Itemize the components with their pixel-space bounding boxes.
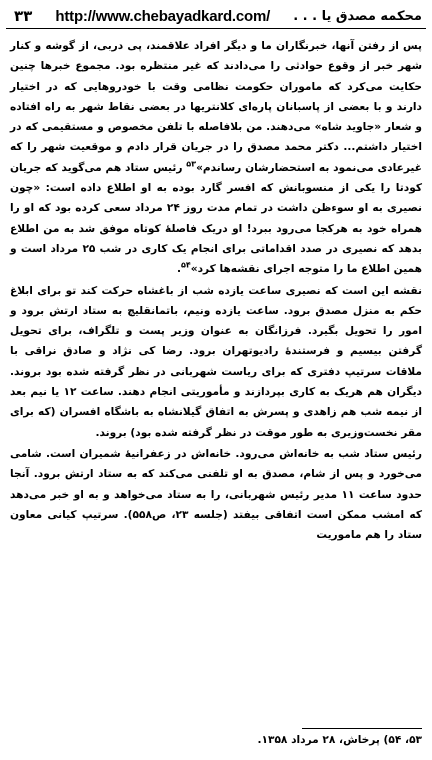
paragraph: نقشه این است که نصیری ساعت یازده شب از باغشاه حرکت کند تو برای ابلاغ حکم به منزل مصدق برود. ساعت یازده ونیم، باتمانقلیچ به ستاد ارتش برود و امور را تحویل بگیرد. فرزانگان به عنوان وزیر پست و تلگراف، برای تحویل گرفتن بیسیم و فرستندهٔ رادیوتهران برود. رضا کی نژاد و صادق نراقی با ملاقات سرتیپ دفتری که برای ریاست شهربانی در نظر گرفته شده بود بروند. دیگران هم هریک به کاری بپردازند و مأموریتی انجام دهند. ساعت ۱۲ یا نیم بعد از نیمه شب هم زاهدی و پسرش به اتفاق گیلانشاه به باشگاه افسران (که برای مقر نخست‌وزیری به طور موقت در نظر گرفته شده بود) بروند. xyxy=(10,284,422,439)
footnote-divider xyxy=(302,728,422,729)
footnote: ۵۳، ۵۴) پرخاش، ۲۸ مرداد ۱۳۵۸. xyxy=(257,734,422,746)
running-title: محکمه مصدق یا . . . xyxy=(293,8,422,24)
paragraph xyxy=(10,36,422,280)
body-text xyxy=(10,36,422,545)
paragraph-text: پس از رفتن آنها، خبرنگاران ما و دیگر افراد علاقمند، پی دربی، از گوشه و کنار شهر خبر از وقوع حوادثی را می‌دادند که غیر منتظره بود. مجموع خبرها چنین حکایت می‌کرد که ماموران حکومت نظامی وقت با خودروهایی که در اختیار دارند و با بعضی از پاسبانان پاره‌ای کلانتریها در بعضی نقاط شهر به راه افتاده و شعار «جاوید شاه» می‌دهند. من بلافاصله با تلفن مخصوص و مستقیمی که در اختیار داشتم... دکتر محمد مصدق را در جریان قرار دادم و موقعیت شهر را که غیرعادی می‌نمود به استحضارشان رساندم» xyxy=(10,40,422,174)
page-number: ۳۳ xyxy=(14,7,33,25)
footnote-ref: ۵۳ xyxy=(186,159,197,169)
paragraph-text: . xyxy=(176,263,181,276)
footnote-ref: ۵۴ xyxy=(181,260,191,270)
header-url: http://www.chebayadkard.com/ xyxy=(55,7,271,25)
paragraph-text: رئیس ستاد هم می‌گوید که جریان کودتا را یکی از منسوبانش که افسر گارد بوده به او اطلاع داده است: «چون نصیری به او سوءظن داشت در تمام مدت روز ۲۴ مرداد سعی کرده بود که او را همراه خود به هرکجا می‌رود ببرد! او دریک فاصلهٔ کوتاه موفق شد به من اطلاع بدهد که نصیری در صدد اقداماتی برای انجام یک کاری در شب ۲۵ مرداد است و همین اطلاع ما را متوجه اجرای نقشه‌ها کرد» xyxy=(10,161,422,276)
paragraph: رئیس ستاد شب به خانه‌اش می‌رود. خانه‌اش در زعفرانیهٔ شمیران است. شامی می‌خورد و پس از شام، مصدق به او تلفنی می‌کند که به ستاد ارتش برود. آنجا حدود ساعت ۱۱ مدیر رئیس شهربانی، را به ستاد می‌خواهد و به او خبر می‌دهد که امشب ممکن است اتفاقی بیفتد (جلسه ۲۳، ص۵۵۸). سرتیپ کیانی معاون ستاد را هم ماموریت xyxy=(10,447,423,542)
page-header xyxy=(6,4,426,29)
